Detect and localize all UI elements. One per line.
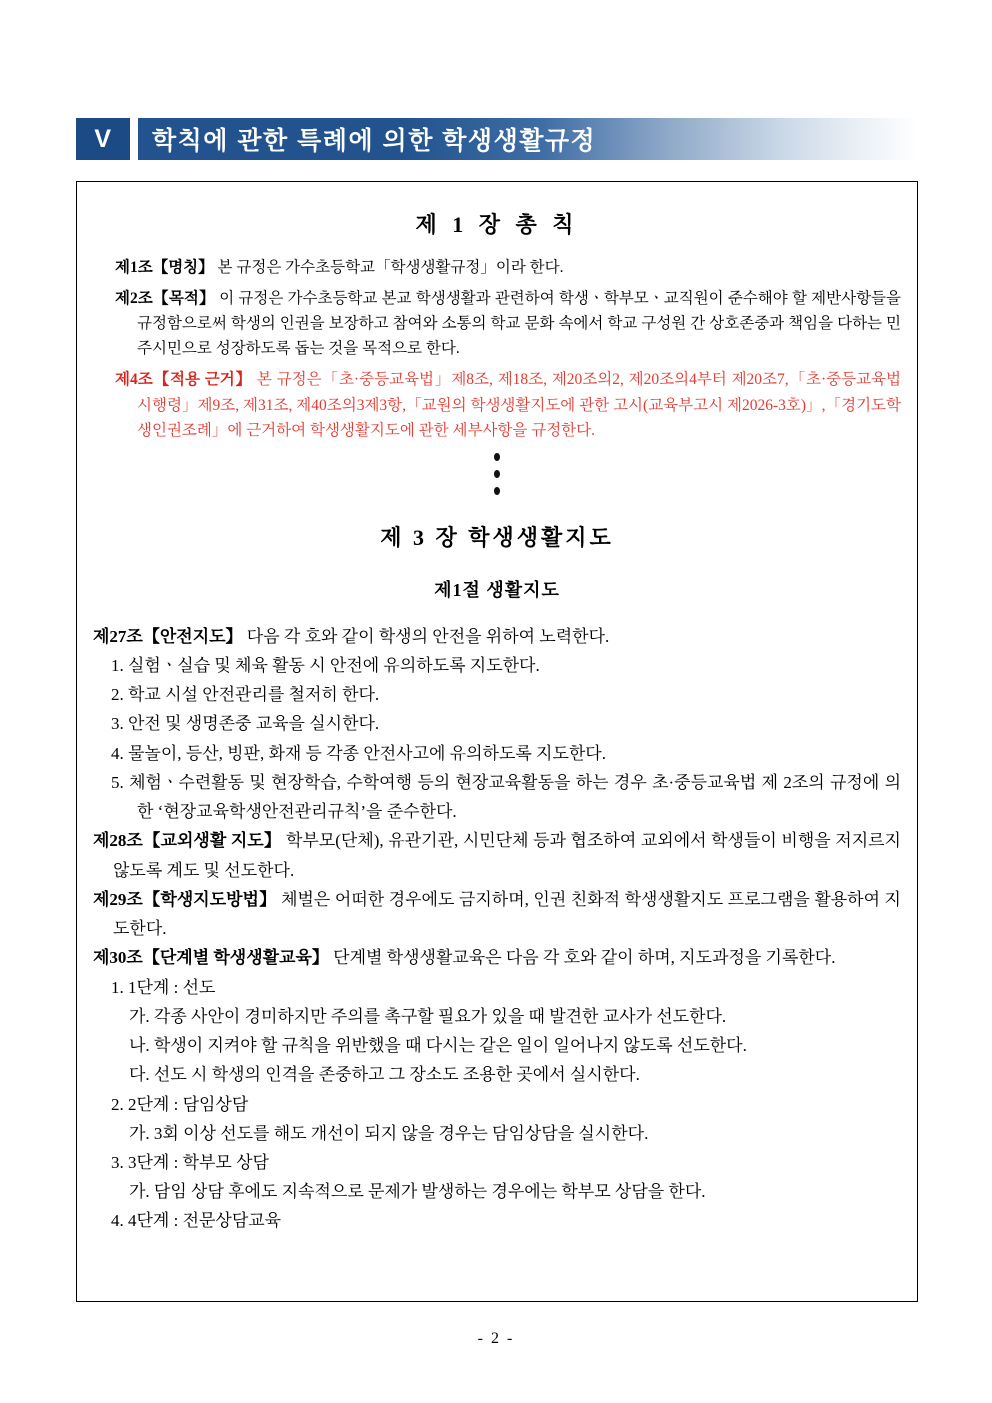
chapter1-heading: 제 1 장 총 칙 [415, 212, 579, 237]
article-body: 본 규정은「초·중등교육법」제8조, 제18조, 제20조의2, 제20조의4부터 제20조7,「초·중등교육법 시행령」제9조, 제31조, 제40조의3제3항,「교원의 학생생활지도에 관한 고시(교육부고시 제2026-3호)」,「경기도학생인권조례」에 근거하여 학생생활지도에 관한 세부사항을 규정한다. [137, 371, 902, 439]
article-body: 단계별 학생생활교육은 다음 각 호와 같이 하며, 지도과정을 기록한다. [328, 948, 836, 968]
ellipsis-dot-icon [494, 453, 500, 461]
numbered-item: 4. 4단계 : 전문상담교육 [111, 1211, 282, 1231]
article-item [93, 885, 901, 943]
article-label: 제27조【안전지도】 [93, 626, 243, 646]
sub-item: 다. 선도 시 학생의 인격을 존중하고 그 장소도 조용한 곳에서 실시한다. [129, 1065, 640, 1085]
article-label: 제4조【적용 근거】 [115, 371, 253, 389]
article-item [93, 622, 901, 651]
banner-title-bar [138, 118, 918, 160]
article-label: 제29조【학생지도방법】 [93, 889, 277, 909]
chapter1-articles [93, 255, 901, 443]
ellipsis-dot-icon [494, 470, 500, 478]
article-label: 제30조【단계별 학생생활교육】 [93, 948, 329, 968]
banner-spacer [130, 118, 138, 160]
article-label: 제28조【교외생활 지도】 [93, 831, 282, 851]
chapter3-body [93, 622, 901, 1236]
sub-item: 나. 학생이 지켜야 할 규칙을 위반했을 때 다시는 같은 일이 일어나지 않도록 선도한다. [129, 1036, 747, 1056]
numbered-item: 5. 체험ㆍ수련활동 및 현장학습, 수학여행 등의 현장교육활동을 하는 경우 초·중등교육법 제 2조의 규정에 의한 ‘현장교육학생안전관리규칙’을 준수한다. [111, 772, 901, 822]
numbered-item: 1. 실험ㆍ실습 및 체육 활동 시 안전에 유의하도록 지도한다. [111, 656, 540, 675]
numbered-item: 3. 3단계 : 학부모 상담 [111, 1152, 269, 1172]
article-item [93, 255, 901, 280]
numbered-item: 3. 안전 및 생명존중 교육을 실시한다. [111, 714, 380, 734]
article-label: 제1조【명칭】 [115, 259, 214, 276]
sub-item: 가. 담임 상담 후에도 지속적으로 문제가 발생하는 경우에는 학부모 상담을 한다. [129, 1182, 706, 1202]
article-item [93, 943, 901, 972]
document-content-box [76, 181, 918, 1302]
article-body: 본 규정은 가수초등학교「학생생활규정」이라 한다. [213, 259, 564, 276]
banner-title-text: 학칙에 관한 특례에 의한 학생생활규정 [152, 127, 597, 155]
ellipsis-dot-icon [494, 487, 500, 495]
sub-item: 가. 3회 이상 선도를 해도 개선이 되지 않을 경우는 담임상담을 실시한다. [129, 1123, 649, 1143]
article-body: 체벌은 어떠한 경우에도 금지하며, 인권 친화적 학생생활지도 프로그램을 활용하여 지도한다. [113, 889, 901, 939]
article-body: 이 규정은 가수초등학교 본교 학생생활과 관련하여 학생ㆍ학부모ㆍ교직원이 준수해야 할 제반사항들을 규정함으로써 학생의 인권을 보장하고 참여와 소통의 학교 문화 속에서 학교 구성원 간 상호존중과 책임을 다하는 민주시민으로 성장하도록 돕는 것을 목적으로 한다. [137, 290, 901, 358]
numbered-item: 1. 1단계 : 선도 [111, 977, 216, 997]
article-body: 다음 각 호와 같이 학생의 안전을 위하여 노력한다. [242, 626, 610, 646]
numbered-item: 4. 물놀이, 등산, 빙판, 화재 등 각종 안전사고에 유의하도록 지도한다. [111, 743, 606, 763]
numbered-item: 2. 학교 시설 안전관리를 철저히 한다. [111, 685, 380, 705]
article-item [93, 826, 901, 884]
article-label: 제2조【목적】 [115, 290, 215, 308]
banner-roman-numeral: V [76, 118, 130, 160]
article-body: 학부모(단체), 유관기관, 시민단체 등과 협조하여 교외에서 학생들이 비행을 저지르지 않도록 계도 및 선도한다. [113, 831, 901, 880]
sub-item: 가. 각종 사안이 경미하지만 주의를 촉구할 필요가 있을 때 발견한 교사가 선도한다. [129, 1006, 727, 1026]
section-banner [76, 118, 918, 160]
numbered-item: 2. 2단계 : 담임상담 [111, 1094, 249, 1114]
section1-heading: 제1절 생활지도 [434, 579, 560, 600]
article-item [93, 286, 901, 361]
vertical-ellipsis [93, 453, 901, 495]
page-number: - 2 - [477, 1330, 515, 1347]
article-item-highlighted [93, 367, 901, 442]
chapter3-heading: 제 3 장 학생생활지도 [380, 524, 614, 550]
